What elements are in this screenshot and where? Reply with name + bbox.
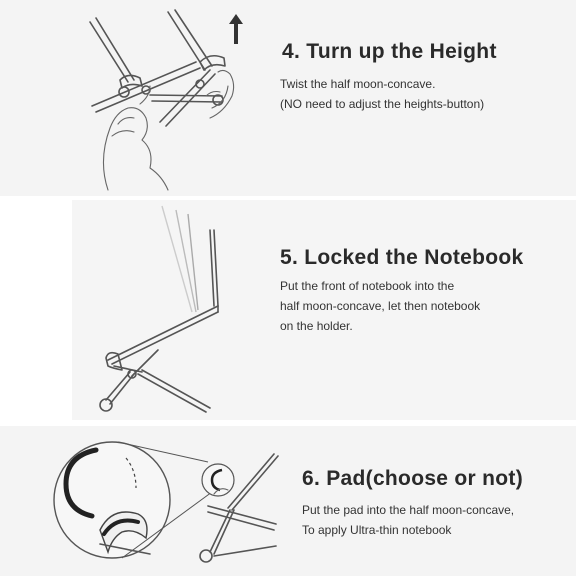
up-arrow-icon [229, 14, 243, 44]
step-6-heading: 6. Pad(choose or not) [302, 467, 523, 490]
step-5-line-2: half moon-concave, let then notebook [280, 299, 481, 313]
step-5-heading: 5. Locked the Notebook [280, 246, 524, 269]
step-6-panel [0, 426, 576, 576]
step-5-line-1: Put the front of notebook into the [280, 279, 455, 293]
step-6-line-2: To apply Ultra-thin notebook [302, 523, 452, 537]
step-6-description [302, 500, 514, 540]
step-4-heading: 4. Turn up the Height [282, 40, 497, 63]
step-5-description [280, 276, 480, 336]
pad-illustration [0, 426, 290, 576]
step-6-line-1: Put the pad into the half moon-concave, [302, 503, 515, 517]
step-4-line-2: (NO need to adjust the heights-button) [280, 97, 485, 111]
step-4-line-1: Twist the half moon-concave. [280, 77, 436, 91]
step-4-description [280, 74, 484, 114]
step-5-panel [72, 200, 576, 420]
step-4-panel [0, 0, 576, 196]
step-5-line-3: on the holder. [280, 319, 353, 333]
notebook-stand-illustration [72, 200, 272, 420]
